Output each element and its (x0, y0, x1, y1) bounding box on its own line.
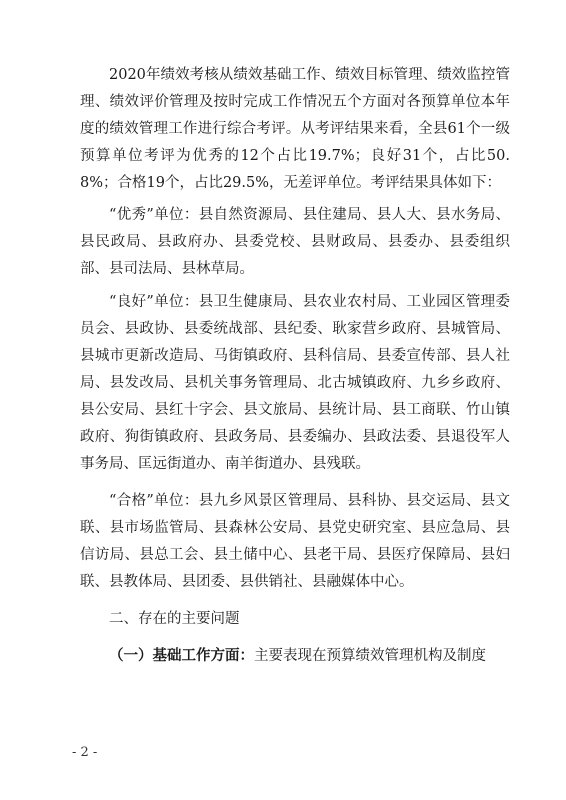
intro-paragraph: 2020年绩效考核从绩效基础工作、绩效目标管理、绩效监控管理、绩效评价管理及按时完成工作情况五个方面对各预算单位本年度的绩效管理工作进行综合考评。从考评结果来看，全县61个一级预算单位考评为优秀的12个占比19.7%；良好31个，占比50.8%；合格19个，占比29.5%，无差评单位。考评结果具体如下： (80, 67, 510, 191)
excellent-units-paragraph: “优秀”单位：县自然资源局、县住建局、县人大、县水务局、县民政局、县政府办、县委党校、县财政局、县委办、县委组织部、县司法局、县林草局。 (80, 207, 510, 277)
subsection-text: 主要表现在预算绩效管理机构及制度 (254, 648, 486, 664)
qualified-units-paragraph: “合格”单位：县九乡风景区管理局、县科协、县交运局、县文联、县市场监管局、县森林公安局、县党史研究室、县应急局、县信访局、县总工会、县土储中心、县老干局、县医疗保障局、县妇联、县教体局、县团委、县供销社、县融媒体中心。 (80, 493, 510, 590)
subsection-paragraph (80, 643, 510, 670)
document-body (80, 62, 510, 670)
section-heading: 二、存在的主要问题 (109, 611, 240, 627)
good-units-paragraph: “良好”单位：县卫生健康局、县农业农村局、工业园区管理委员会、县政协、县委统战部、县纪委、耿家营乡政府、县城管局、县城市更新改造局、马街镇政府、县科信局、县委宣传部、县人社局、县发改局、县机关事务管理局、北古城镇政府、九乡乡政府、县公安局、县红十字会、县文旅局、县统计局、县工商联、竹山镇政府、狗街镇政府、县政务局、县委编办、县政法委、县退役军人事务局、匡远街道办、南羊街道办、县残联。 (80, 294, 510, 472)
subsection-lead: （一）基础工作方面： (109, 648, 254, 664)
page-number: - 2 - (72, 745, 98, 760)
